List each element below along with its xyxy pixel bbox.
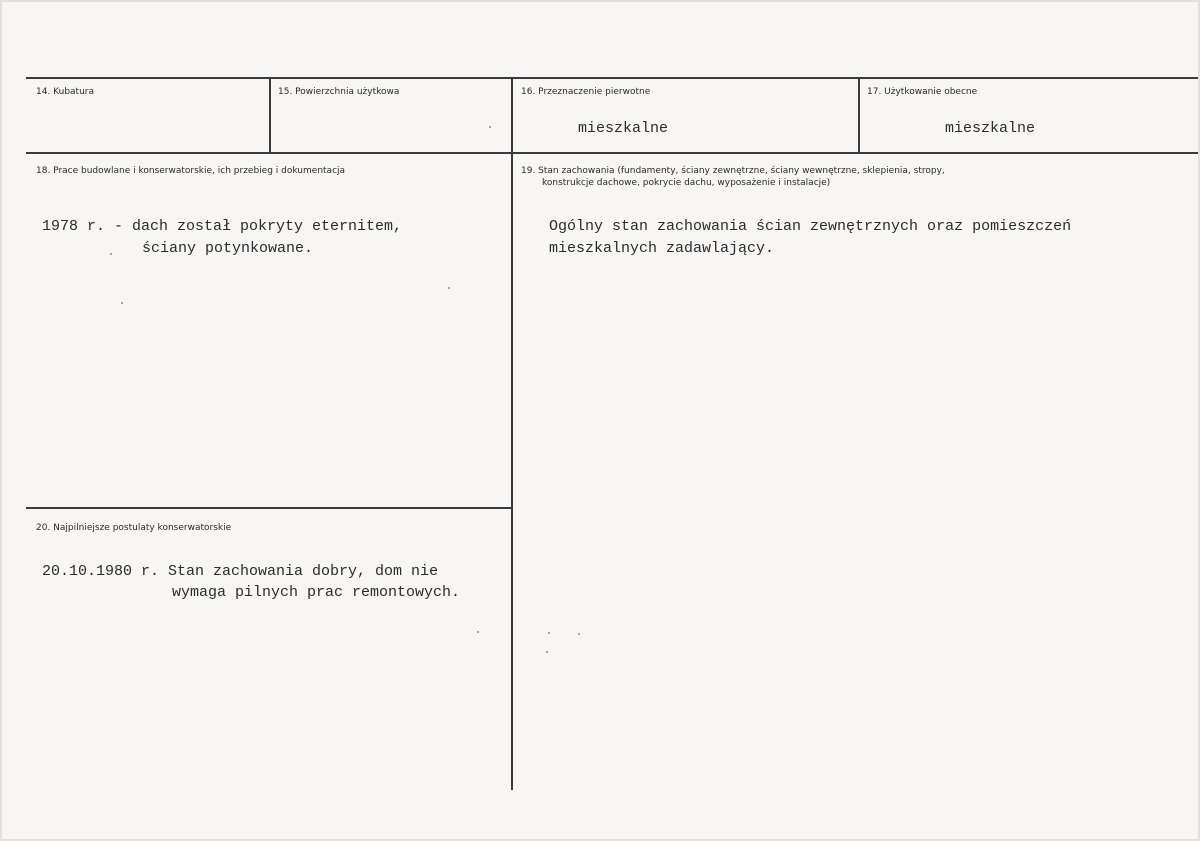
section-divider (26, 507, 512, 509)
field-15-label: 15. Powierzchnia użytkowa (278, 87, 400, 97)
paper-speck (489, 126, 491, 128)
field-20-line-1: 20.10.1980 r. Stan zachowania dobry, dom nie (42, 563, 439, 580)
field-18-line-1: 1978 r. - dach został pokryty eternitem, (42, 218, 403, 235)
paper-speck (477, 631, 479, 633)
field-19-line-2: mieszkalnych zadawlający. (549, 240, 775, 257)
paper-speck (448, 287, 450, 289)
field-17-value: mieszkalne (945, 120, 1036, 137)
field-19-label-line-2: konstrukcje dachowe, pokrycie dachu, wyposażenie i instalacje) (542, 178, 831, 188)
field-18-line-2: ściany potynkowane. (142, 240, 314, 257)
column-divider-2 (511, 77, 513, 790)
field-16-label: 16. Przeznaczenie pierwotne (521, 87, 651, 97)
top-rule (26, 77, 1198, 79)
field-20-line-2: wymaga pilnych prac remontowych. (172, 584, 461, 601)
field-17-label: 17. Użytkowanie obecne (867, 87, 978, 97)
field-14-label: 14. Kubatura (36, 87, 95, 97)
column-divider-1 (269, 77, 271, 154)
paper-speck (548, 632, 550, 634)
field-19-line-1: Ogólny stan zachowania ścian zewnętrznych oraz pomieszczeń (549, 218, 1072, 235)
paper-speck (546, 651, 548, 653)
column-divider-3 (858, 77, 860, 154)
field-18-label: 18. Prace budowlane i konserwatorskie, ich przebieg i dokumentacja (36, 166, 346, 176)
field-19-label-line-1: 19. Stan zachowania (fundamenty, ściany zewnętrzne, ściany wewnętrzne, sklepienia, stropy, (521, 166, 945, 176)
paper-speck (110, 253, 112, 255)
row-divider (26, 152, 1198, 154)
paper-speck (121, 302, 123, 304)
paper-speck (578, 633, 580, 635)
field-16-value: mieszkalne (578, 120, 669, 137)
field-20-label: 20. Najpilniejsze postulaty konserwatorskie (36, 523, 232, 533)
